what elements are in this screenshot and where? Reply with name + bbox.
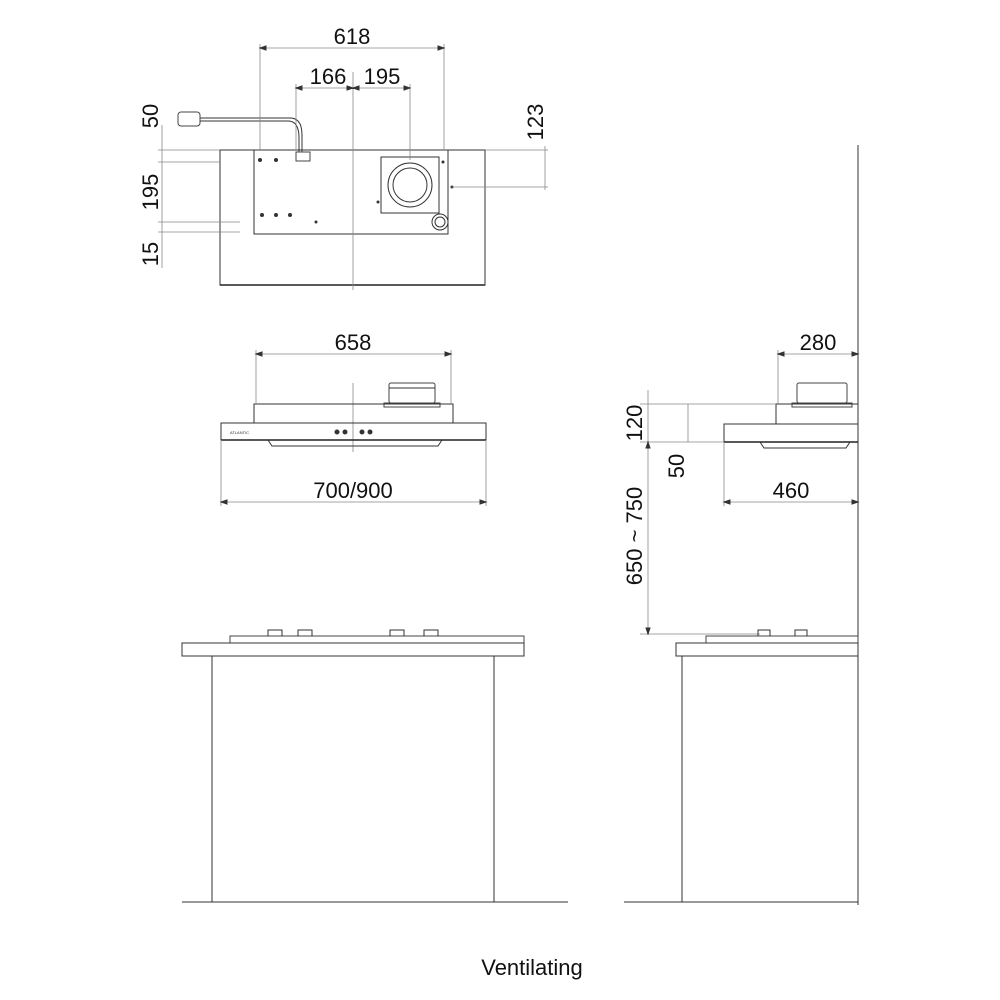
duct-circle <box>388 163 432 207</box>
dim-120: 120 <box>622 404 647 442</box>
dim-195-top: 195 <box>363 64 401 89</box>
power-cable <box>200 118 302 155</box>
dim-195-side: 195 <box>138 173 163 211</box>
dim-658: 658 <box>334 330 372 355</box>
dim-280: 280 <box>799 330 837 355</box>
top-view-mounting-plate <box>254 150 448 234</box>
top-view-hood-outline <box>220 150 485 285</box>
dim-460: 460 <box>772 478 810 503</box>
side-cooktop <box>706 636 858 643</box>
side-cabinet <box>624 630 858 902</box>
dim-50-side: 50 <box>664 453 689 479</box>
dim-123: 123 <box>523 103 548 141</box>
front-view-duct <box>389 383 435 403</box>
dim-650-750: 650 ~ 750 <box>622 486 647 586</box>
dim-166: 166 <box>309 64 347 89</box>
front-cooktop <box>230 636 524 643</box>
front-view-control-panel <box>221 423 486 440</box>
dim-618: 618 <box>333 24 371 49</box>
side-view-duct <box>797 383 847 403</box>
dim-700-900: 700/900 <box>313 478 393 503</box>
power-plug <box>178 112 200 126</box>
front-countertop <box>182 643 524 656</box>
front-cabinet <box>182 630 568 902</box>
front-view <box>221 330 486 506</box>
dim-15: 15 <box>138 241 163 267</box>
side-view <box>622 145 858 905</box>
side-countertop <box>676 643 858 656</box>
top-view <box>138 24 548 290</box>
dim-50-top: 50 <box>138 103 163 129</box>
caption: Ventilating <box>481 955 583 980</box>
svg-text:ATLANTIC: ATLANTIC <box>230 430 250 435</box>
